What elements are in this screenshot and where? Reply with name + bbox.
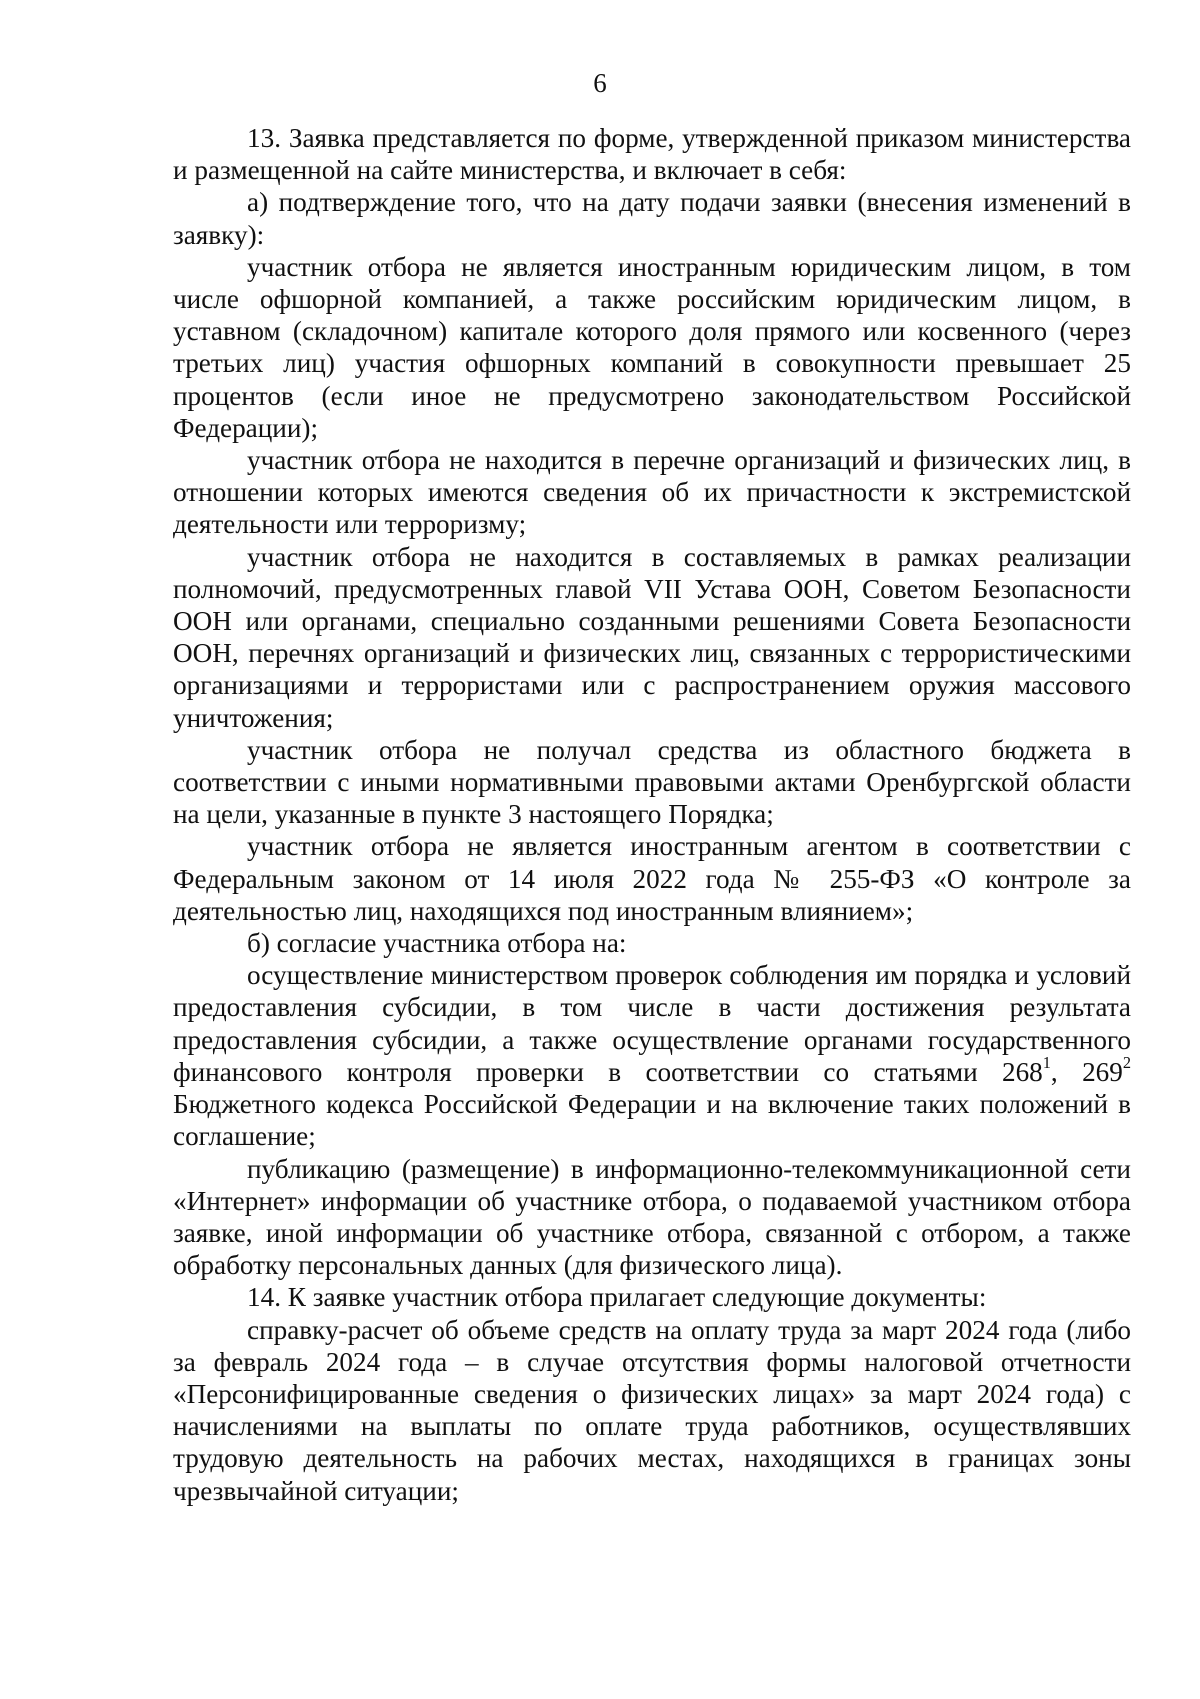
page-number: 6 [593,68,607,98]
paragraph-payroll-certificate: справку-расчет об объеме средств на оплату труда за март 2024 года (либо за февраль 2024 года – в случае отсутствия формы налоговой отчетности «Персонифицированные сведения о физических лицах» за март 2024 года) с начислениями на выплаты по оплате труда работников, осуществлявших трудовую деятельность на рабочих местах, находящихся в границах зоны чрезвычайной ситуации; [173,1314,1131,1506]
footnote-sup-2: 2 [1122,1053,1132,1073]
paragraph-13b-consent: б) согласие участника отбора на: [247,928,627,959]
paragraph-inspections-consent [173,959,1131,1152]
paragraph-no-budget-funds: участник отбора не получал средства из областного бюджета в соответствии с иными нормативными правовыми актами Оренбургской области на цели, указанные в пункте 3 настоящего Порядка; [173,734,1131,830]
paragraph-14-documents: 14. К заявке участник отбора прилагает следующие документы: [247,1282,987,1313]
paragraph-13a-confirmation: а) подтверждение того, что на дату подачи заявки (внесения изменений в заявку): [173,187,1131,250]
inspections-text-part1: осуществление министерством проверок соблюдения им порядка и условий предоставления субсидии, в том числе в части достижения результата предоставления субсидии, а также осуществление органами государственного финансового контроля проверки в соответствии со статьями 268 [173,960,1131,1087]
footnote-sup-1: 1 [1042,1053,1051,1073]
inspections-text-part2: , 269 [1050,1056,1123,1087]
paragraph-publication-consent: публикацию (размещение) в информационно-телекоммуникационной сети «Интернет» информации об участнике отбора, о подаваемой участником отбора заявке, иной информации об участнике отбора, связанной с отбором, а также обработку персональных данных (для физического лица). [173,1153,1131,1281]
paragraph-not-un-list: участник отбора не находится в составляемых в рамках реализации полномочий, предусмотренных главой VII Устава ООН, Советом Безопасности ООН или органами, специально созданными решениями Совета Безопасности ООН, перечнях организаций и физических лиц, связанных с террористическими организациями и террористами или с распространением оружия массового уничтожения; [173,541,1131,733]
document-body [173,122,1131,1507]
paragraph-not-extremist-list: участник отбора не находится в перечне организаций и физических лиц, в отношении которых имеются сведения об их причастности к экстремистской деятельности или терроризму; [173,445,1131,540]
paragraph-not-foreign-entity: участник отбора не является иностранным юридическим лицом, в том числе офшорной компанией, а также российским юридическим лицом, в уставном (складочном) капитале которого доля прямого или косвенного (через третьих лиц) участия офшорных компаний в совокупности превышает 25 процентов (если иное не предусмотрено законодательством Российской Федерации); [173,251,1131,443]
paragraph-not-foreign-agent: участник отбора не является иностранным агентом в соответствии с Федеральным законом от 14 июля 2022 года № 255-ФЗ «О контроле за деятельностью лиц, находящихся под иностранным влиянием»; [173,831,1131,926]
inspections-text-part3: Бюджетного кодекса Российской Федерации и на включение таких положений в соглашение; [173,1089,1131,1152]
paragraph-13-intro: 13. Заявка представляется по форме, утвержденной приказом министерства и размещенной на сайте министерства, и включает в себя: [173,123,1131,186]
